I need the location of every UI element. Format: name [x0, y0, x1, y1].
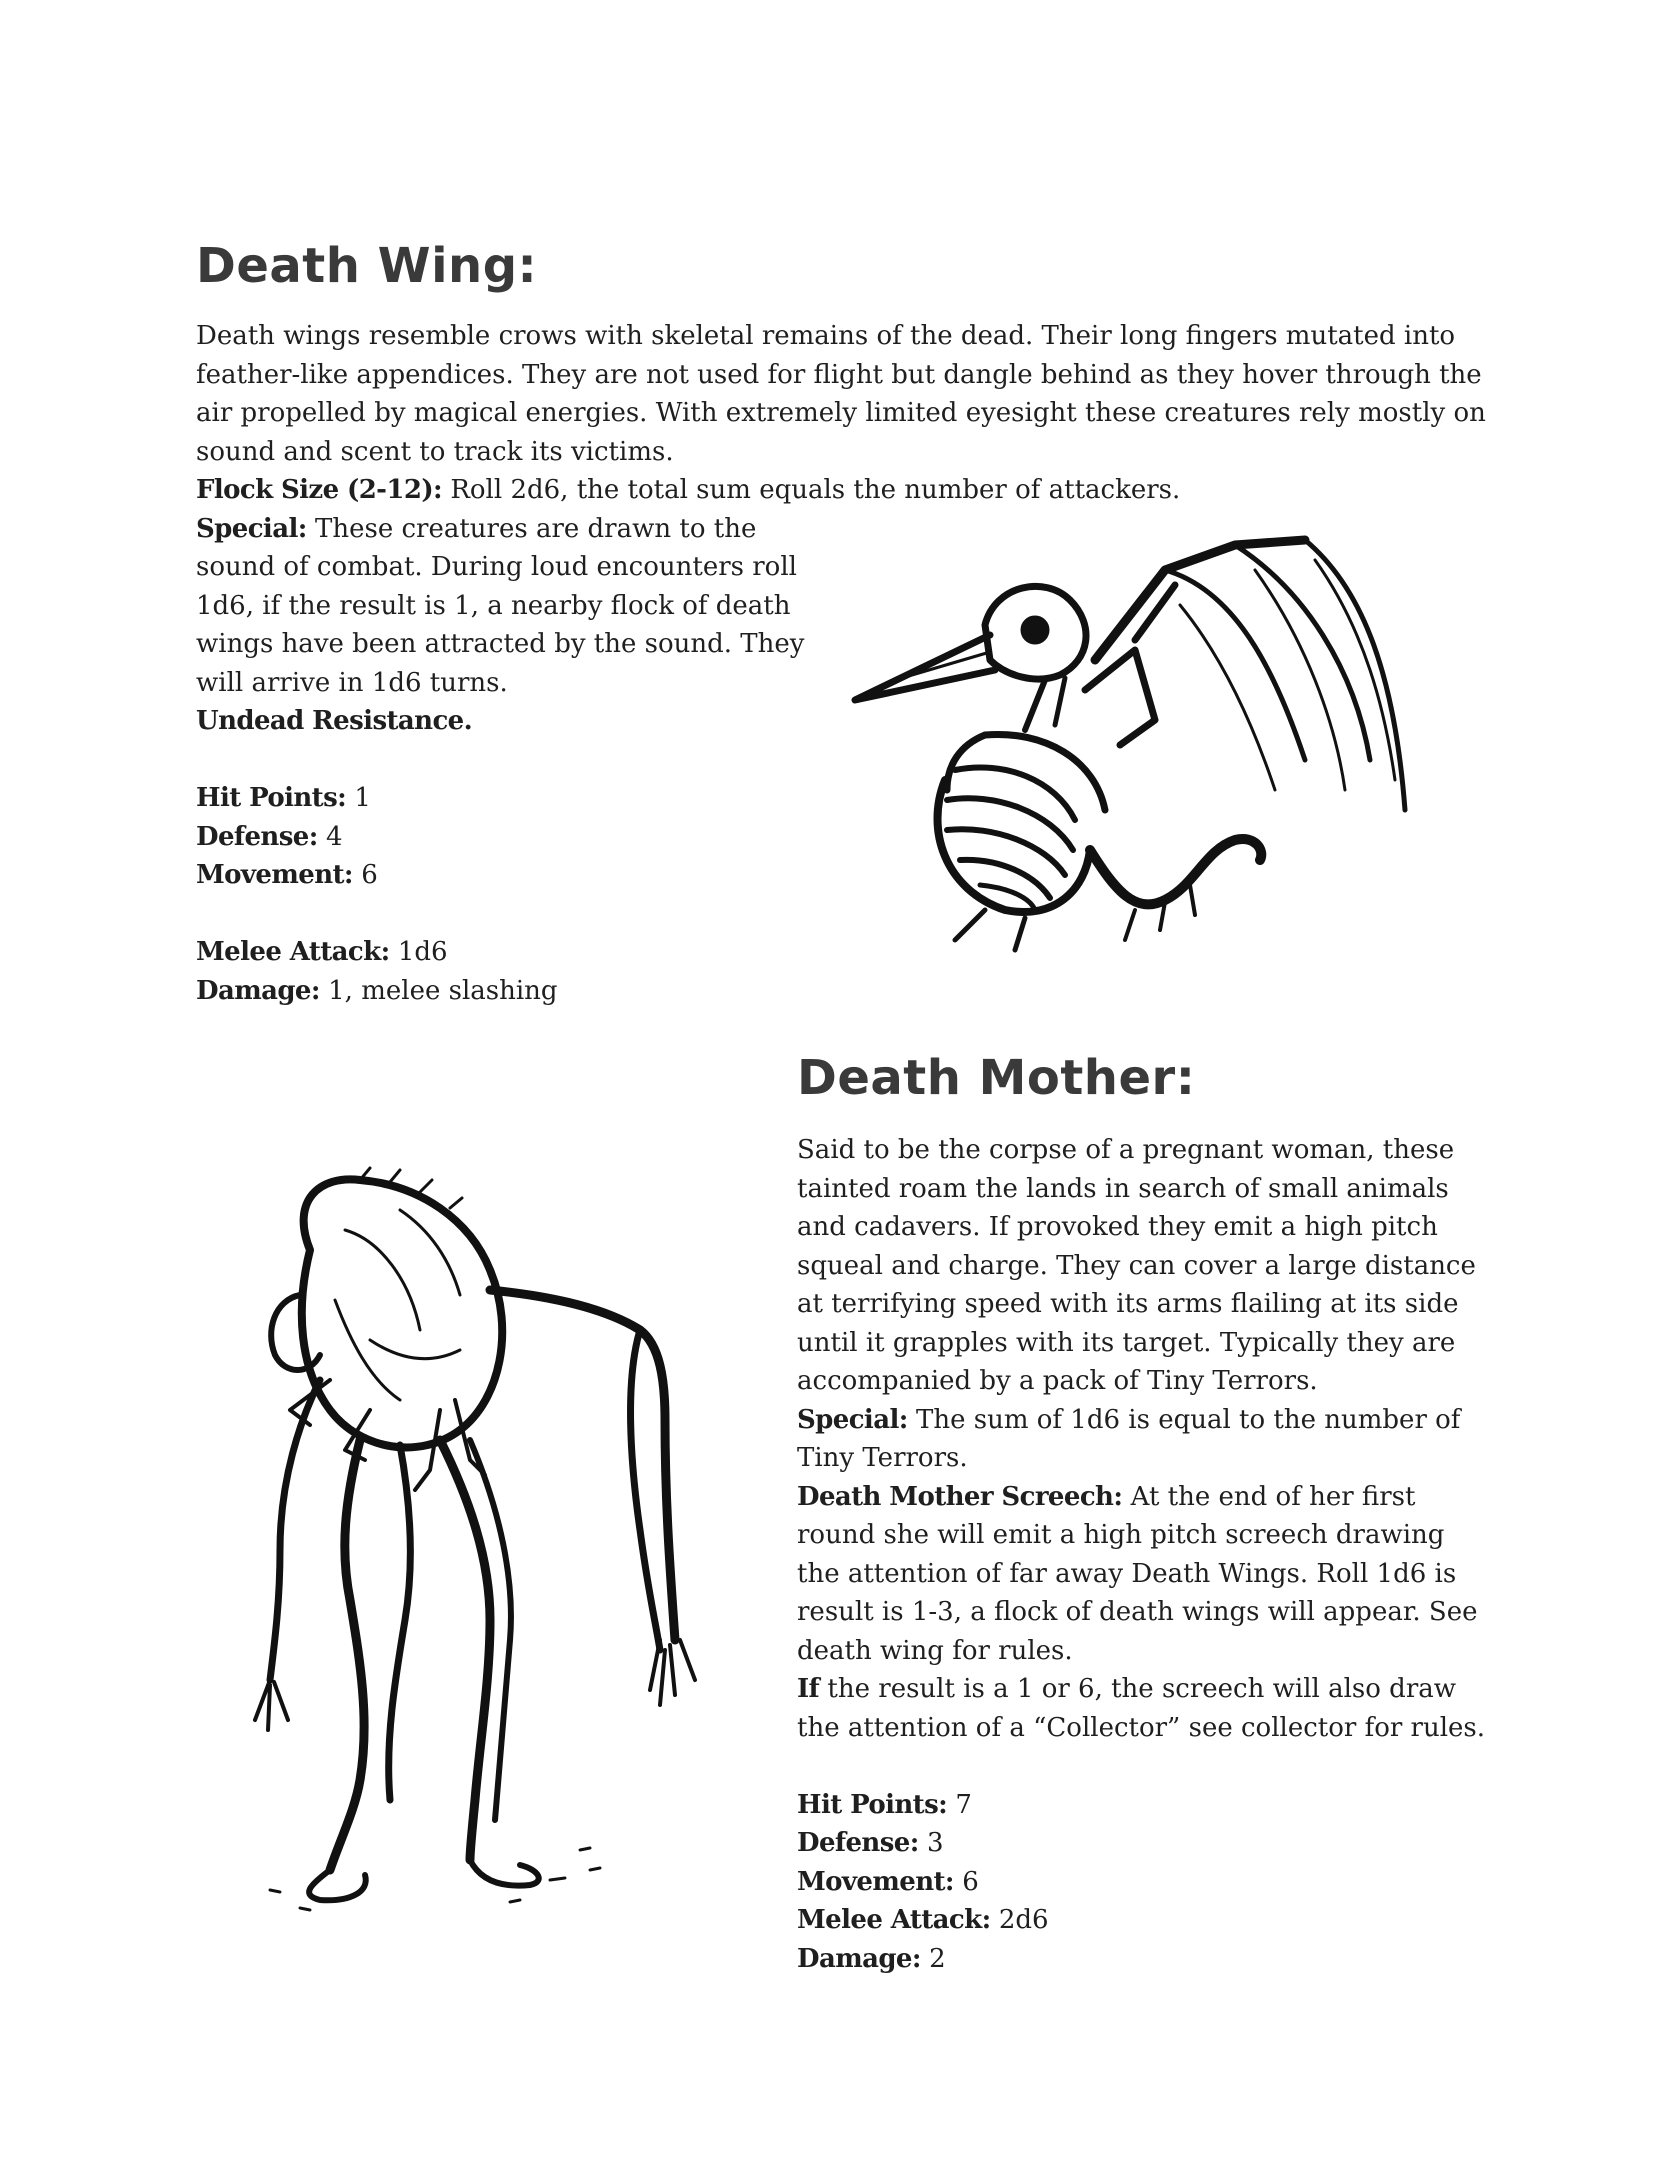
melee-value: 2d6 — [990, 1905, 1049, 1935]
death-wing-description — [196, 317, 1506, 471]
flock-size-text: Roll 2d6, the total sum equals the number of attackers. — [442, 475, 1181, 505]
death-mother-special-line — [797, 1401, 1487, 1478]
death-mother-title: Death Mother: — [797, 1050, 1196, 1106]
movement-value: 6 — [953, 1866, 979, 1897]
death-mother-illustration — [170, 1080, 770, 1920]
movement-value: 6 — [352, 860, 378, 890]
death-wing-description-text: Death wings resemble crows with skeletal remains of the dead. Their long fingers mutated into feather-like appendices. They are not used for flight but dangle behind as they hover through the air propelled by magical energies. With extremely limited eyesight these creatures rely mostly on sound and scent to track its victims. — [196, 321, 1486, 467]
movement-label: Movement: — [196, 860, 353, 890]
death-wing-damage-line — [196, 972, 1276, 1011]
death-mother-special-text: The sum of 1d6 is equal to the number of Tiny Terrors. — [797, 1404, 1461, 1473]
death-mother-special-label: Special: — [797, 1404, 908, 1435]
damage-value: 2 — [920, 1943, 946, 1974]
hp-value: 7 — [947, 1789, 972, 1820]
death-mother-screech-text: At the end of her first round she will emit a high pitch screech drawing the attention of far away Death Wings. Roll 1d6 is result is 1-3, a flock of death wings will appear. See death wing for rules. — [797, 1481, 1478, 1666]
defense-value: 3 — [918, 1828, 944, 1858]
melee-value: 1d6 — [389, 937, 448, 967]
death-wing-special-text: These creatures are drawn to the sound of combat. During loud encounters roll 1d6, if the result is 1, a nearby flock of death wings have been attracted by the sound. They will arrive in 1d6 turns. — [196, 513, 805, 698]
damage-value: 1, melee slashing — [319, 975, 558, 1006]
movement-label: Movement: — [797, 1866, 954, 1897]
defense-label: Defense: — [196, 821, 318, 852]
damage-label: Damage: — [196, 975, 320, 1006]
death-wing-special-label: Special: — [196, 513, 307, 544]
death-mother-hp-line — [797, 1786, 1487, 1825]
hp-value: 1 — [346, 783, 371, 813]
death-wing-title: Death Wing: — [196, 238, 538, 294]
flock-size-line — [196, 471, 1276, 510]
death-mother-description: Said to be the corpse of a pregnant woman, these tainted roam the lands in search of small animals and cadavers. If provoked they emit a high pitch squeal and charge. They can cover a large distance at terrifying speed with its arms flailing at its side until it grapples with its target. Typically they are accompanied by a pack of Tiny Terrors. — [797, 1135, 1476, 1396]
melee-label: Melee Attack: — [196, 937, 390, 967]
death-mother-movement-line — [797, 1863, 1487, 1902]
death-mother-if-label: If — [797, 1674, 820, 1704]
hp-label: Hit Points: — [196, 783, 347, 813]
undead-resistance-label: Undead Resistance. — [196, 706, 473, 736]
death-mother-melee-line — [797, 1901, 1487, 1940]
death-mother-if-line — [797, 1670, 1487, 1747]
death-mother-defense-line — [797, 1824, 1487, 1863]
death-wing-illustration — [835, 530, 1430, 970]
damage-label: Damage: — [797, 1943, 921, 1974]
hp-label: Hit Points: — [797, 1789, 948, 1820]
death-wing-special-line — [196, 510, 818, 703]
death-mother-screech-line — [797, 1478, 1487, 1671]
melee-label: Melee Attack: — [797, 1905, 991, 1935]
flock-size-label: Flock Size (2-12): — [196, 475, 443, 505]
death-mother-damage-line — [797, 1940, 1487, 1979]
defense-label: Defense: — [797, 1828, 919, 1858]
defense-value: 4 — [317, 821, 343, 852]
death-mother-if-text: the result is a 1 or 6, the screech will also draw the attention of a “Collector” see collector for rules. — [797, 1674, 1486, 1743]
death-mother-screech-label: Death Mother Screech: — [797, 1481, 1123, 1512]
death-mother-text-block — [797, 1131, 1487, 1978]
